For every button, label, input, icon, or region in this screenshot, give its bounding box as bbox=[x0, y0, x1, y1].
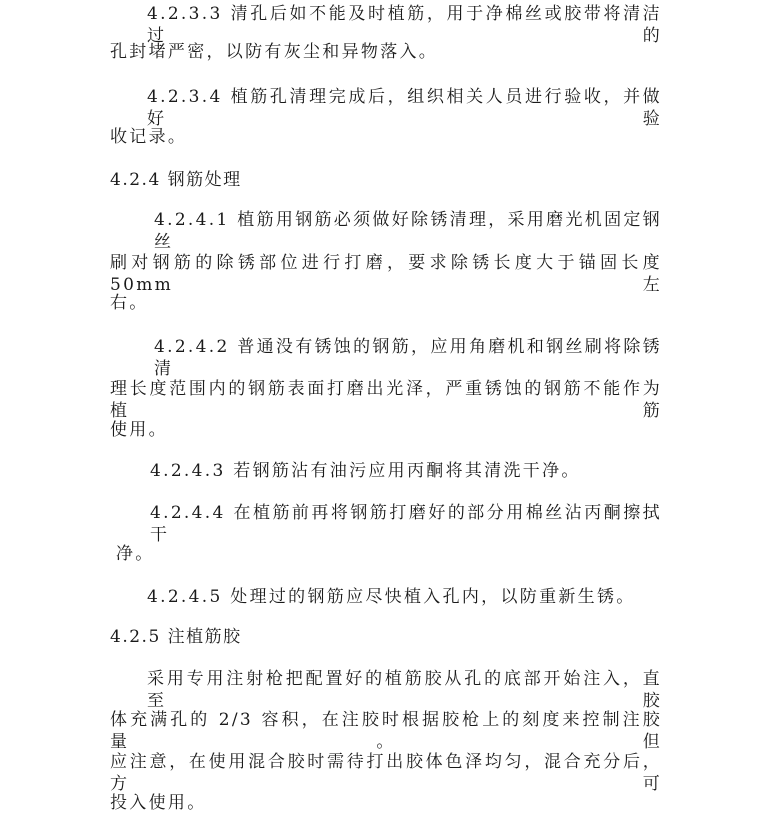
paragraph-4-2-5-line-2: 体充满孔的 2/3 容积，在注胶时根据胶枪上的刻度来控制注胶量。但 bbox=[110, 710, 662, 752]
paragraph-4-2-3-4-line-2: 收记录。 bbox=[110, 127, 188, 147]
paragraph-4-2-4-1-line-2: 刷对钢筋的除锈部位进行打磨，要求除锈长度大于锚固长度 50mm 左 bbox=[110, 253, 662, 295]
paragraph-4-2-4-1-line-1: 4.2.4.1 植筋用钢筋必须做好除锈清理，采用磨光机固定钢丝 bbox=[154, 210, 662, 252]
paragraph-4-2-4-2-line-2: 理长度范围内的钢筋表面打磨出光泽，严重锈蚀的钢筋不能作为植筋 bbox=[110, 379, 662, 421]
section-heading-4-2-4: 4.2.4 钢筋处理 bbox=[110, 170, 242, 190]
paragraph-4-2-4-1-line-3: 右。 bbox=[110, 293, 149, 313]
paragraph-4-2-3-3-line-1: 4.2.3.3 清孔后如不能及时植筋，用于净棉丝或胶带将清洁过的 bbox=[147, 4, 662, 46]
paragraph-4-2-4-4-line-1: 4.2.4.4 在植筋前再将钢筋打磨好的部分用棉丝沾丙酮擦拭干 bbox=[150, 503, 662, 545]
paragraph-4-2-5-line-1: 采用专用注射枪把配置好的植筋胶从孔的底部开始注入，直至胶 bbox=[147, 669, 662, 711]
paragraph-4-2-4-2-line-3: 使用。 bbox=[110, 420, 168, 440]
paragraph-4-2-4-3: 4.2.4.3 若钢筋沾有油污应用丙酮将其清洗干净。 bbox=[150, 461, 581, 481]
paragraph-4-2-4-4-line-2: 净。 bbox=[116, 544, 155, 564]
paragraph-4-2-4-2-line-1: 4.2.4.2 普通没有锈蚀的钢筋，应用角磨机和钢丝刷将除锈清 bbox=[154, 337, 662, 379]
section-heading-4-2-5: 4.2.5 注植筋胶 bbox=[110, 627, 242, 647]
paragraph-4-2-5-line-4: 投入使用。 bbox=[110, 793, 207, 813]
paragraph-4-2-3-3-line-2: 孔封堵严密，以防有灰尘和异物落入。 bbox=[110, 42, 439, 62]
paragraph-4-2-3-4-line-1: 4.2.3.4 植筋孔清理完成后，组织相关人员进行验收，并做好验 bbox=[147, 87, 662, 129]
paragraph-4-2-4-5: 4.2.4.5 处理过的钢筋应尽快植入孔内，以防重新生锈。 bbox=[147, 587, 636, 607]
paragraph-4-2-5-line-3: 应注意，在使用混合胶时需待打出胶体色泽均匀，混合充分后，方可 bbox=[110, 752, 662, 794]
